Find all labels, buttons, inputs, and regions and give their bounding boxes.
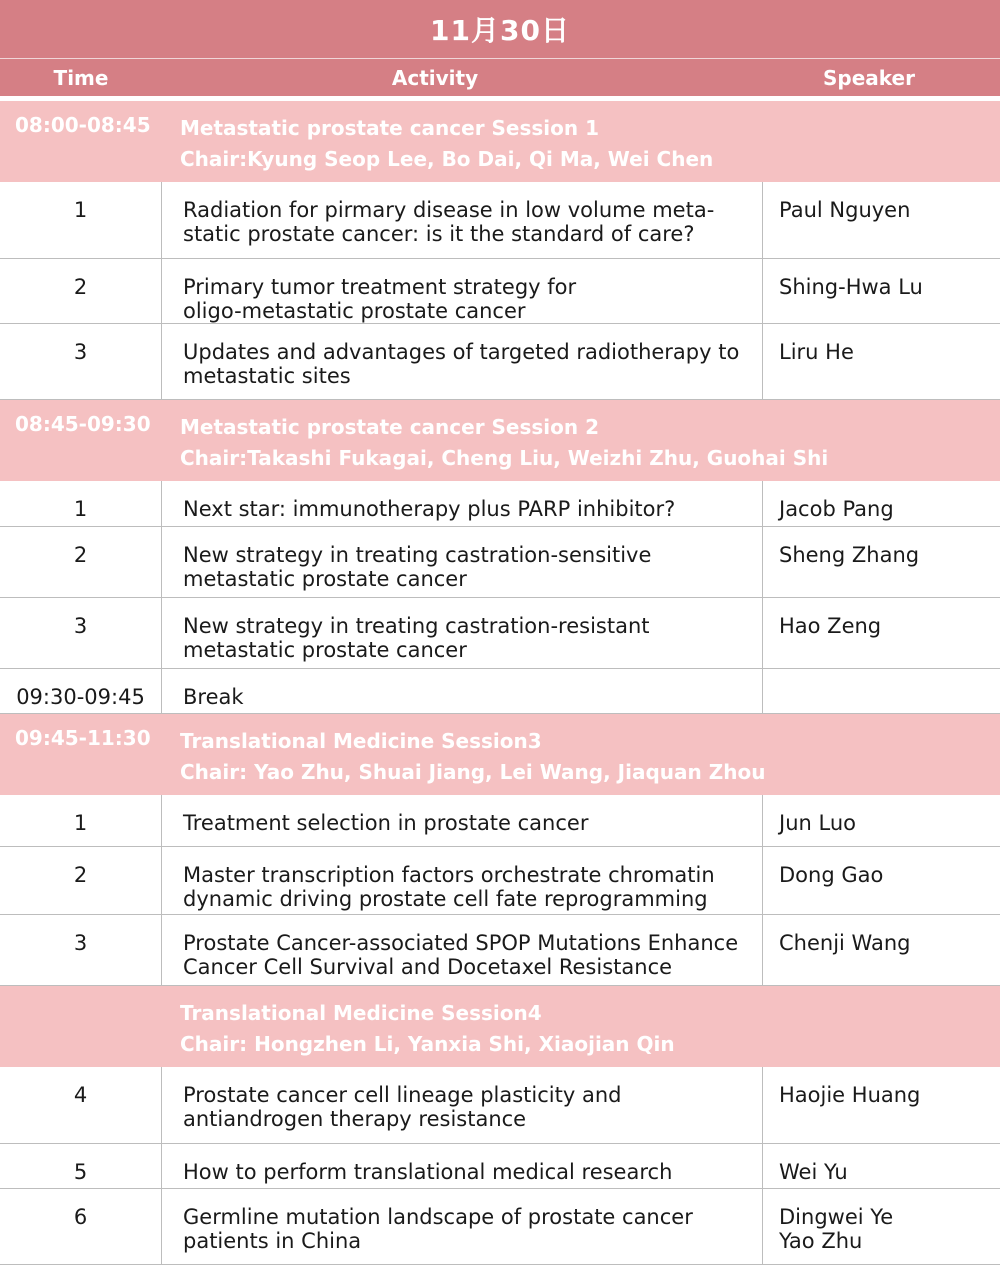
talk-title-line: Cancer Cell Survival and Docetaxel Resistance [183,955,673,979]
talk-title-line: metastatic prostate cancer [183,638,467,662]
talk-title [162,1067,763,1143]
talk-title [162,598,763,668]
session-header [0,101,1000,182]
talk-speaker [763,259,1000,323]
speaker-name: Dong Gao [779,863,884,887]
speaker-name: Jun Luo [779,811,856,835]
table-header [0,59,1000,96]
schedule-body [0,101,1000,1265]
session-header [0,986,1000,1067]
talk-title [162,1144,763,1188]
talk-title-line: Master transcription factors orchestrate chromatin [183,863,715,887]
talk-title-line: New strategy in treating castration-resistant [183,614,650,638]
header-speaker: Speaker [823,65,915,90]
talk-number: 09:30-09:45 [0,669,162,713]
table-row [0,1189,1000,1265]
speaker-name: Liru He [779,340,854,364]
talk-number: 1 [0,182,162,258]
speaker-name: Wei Yu [779,1160,848,1184]
talk-number: 2 [0,847,162,914]
talk-speaker [763,847,1000,914]
table-row [0,481,1000,527]
speaker-name: Sheng Zhang [779,543,920,567]
talk-title-line: Radiation for pirmary disease in low volume meta- [183,198,715,222]
session-title: Translational Medicine Session4 [180,1001,542,1025]
talk-number: 3 [0,598,162,668]
talk-title-line: Germline mutation landscape of prostate cancer [183,1205,693,1229]
session-chair: Chair: Yao Zhu, Shuai Jiang, Lei Wang, Jiaquan Zhou [180,760,766,784]
header-activity: Activity [391,65,479,90]
session-time: 08:00-08:45 [15,113,151,137]
talk-number: 2 [0,259,162,323]
talk-title [162,324,763,399]
table-row [0,847,1000,915]
talk-title-line: Primary tumor treatment strategy for [183,275,577,299]
table-row [0,324,1000,400]
talk-speaker [763,915,1000,985]
table-row [0,527,1000,598]
talk-number: 6 [0,1189,162,1264]
table-row [0,1067,1000,1144]
table-row [0,1144,1000,1189]
session-title: Metastatic prostate cancer Session 1 [180,116,600,140]
talk-title [162,795,763,846]
talk-title-line: metastatic sites [183,364,351,388]
talk-title-line: How to perform translational medical research [183,1160,673,1184]
talk-number: 5 [0,1144,162,1188]
talk-speaker [763,481,1000,526]
talk-speaker [763,1189,1000,1264]
speaker-name: Chenji Wang [779,931,911,955]
session-info [162,714,1000,795]
talk-number: 1 [0,795,162,846]
talk-title [162,527,763,597]
table-row [0,182,1000,259]
talk-title-line: patients in China [183,1229,362,1253]
talk-title-line: antiandrogen therapy resistance [183,1107,527,1131]
table-row [0,795,1000,847]
session-header [0,400,1000,481]
talk-speaker [763,324,1000,399]
session-title: Translational Medicine Session3 [180,729,542,753]
talk-title [162,182,763,258]
talk-title-line: New strategy in treating castration-sensitive [183,543,652,567]
talk-title-line: Prostate cancer cell lineage plasticity and [183,1083,622,1107]
session-info [162,400,1000,481]
session-time: 09:45-11:30 [15,726,151,750]
talk-speaker [763,598,1000,668]
speaker-name: Shing-Hwa Lu [779,275,923,299]
talk-number: 3 [0,915,162,985]
talk-speaker [763,182,1000,258]
date-title: 11月30日 [0,0,1000,59]
talk-number: 1 [0,481,162,526]
talk-title-line: metastatic prostate cancer [183,567,467,591]
talk-title-line: static prostate cancer: is it the standard of care? [183,222,695,246]
talk-speaker [763,1067,1000,1143]
session-title: Metastatic prostate cancer Session 2 [180,415,600,439]
talk-title-line: Break [183,685,244,709]
talk-title [162,1189,763,1264]
talk-title [162,481,763,526]
talk-title [162,669,763,713]
talk-speaker [763,669,1000,713]
talk-title-line: dynamic driving prostate cell fate reprogramming [183,887,708,911]
talk-title-line: Next star: immunotherapy plus PARP inhibitor? [183,497,676,521]
talk-speaker [763,795,1000,846]
session-chair: Chair: Hongzhen Li, Yanxia Shi, Xiaojian Qin [180,1032,675,1056]
table-row [0,259,1000,324]
talk-title-line: oligo-metastatic prostate cancer [183,299,526,323]
session-chair: Chair:Kyung Seop Lee, Bo Dai, Qi Ma, Wei Chen [180,147,714,171]
session-chair: Chair:Takashi Fukagai, Cheng Liu, Weizhi Zhu, Guohai Shi [180,446,829,470]
talk-number: 2 [0,527,162,597]
talk-title [162,915,763,985]
talk-title [162,847,763,914]
talk-number: 3 [0,324,162,399]
header-time: Time [53,65,109,90]
talk-number: 4 [0,1067,162,1143]
talk-title-line: Treatment selection in prostate cancer [183,811,589,835]
speaker-name: Paul Nguyen [779,198,911,222]
table-row [0,915,1000,986]
speaker-name: Dingwei Ye [779,1205,894,1229]
speaker-name: Jacob Pang [779,497,894,521]
session-time: 08:45-09:30 [15,412,151,436]
speaker-name: Yao Zhu [779,1229,863,1253]
session-time [0,986,162,1067]
session-info [162,986,1000,1067]
table-row [0,598,1000,669]
talk-title-line: Updates and advantages of targeted radiotherapy to [183,340,740,364]
talk-title [162,259,763,323]
speaker-name: Hao Zeng [779,614,882,638]
talk-speaker [763,1144,1000,1188]
table-row [0,669,1000,714]
session-header [0,714,1000,795]
talk-speaker [763,527,1000,597]
session-info [162,101,1000,182]
talk-title-line: Prostate Cancer-associated SPOP Mutations Enhance [183,931,739,955]
speaker-name: Haojie Huang [779,1083,921,1107]
